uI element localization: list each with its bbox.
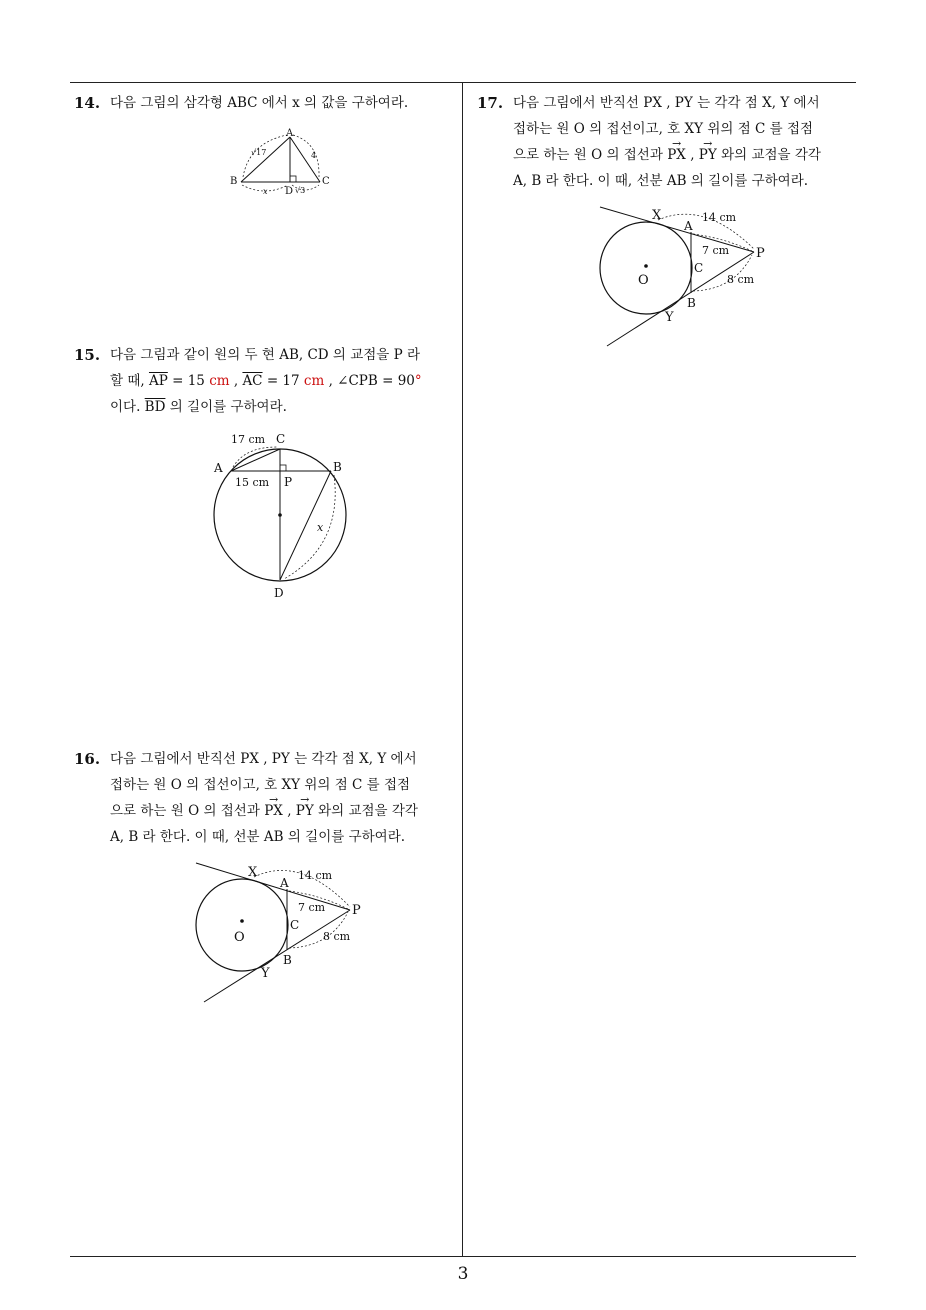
- problem-text-line1: 다음 그림에서 반직선 PX , PY 는 각각 점 X, Y 에서: [110, 751, 417, 767]
- label-a: A: [280, 876, 289, 890]
- label-p: P: [352, 903, 361, 918]
- length-ap: 7 cm: [298, 901, 326, 914]
- tangent-circle-figure: [596, 200, 781, 355]
- length-xp: 14 cm: [298, 869, 333, 882]
- problem-14: [74, 90, 459, 116]
- label-p: P: [756, 246, 765, 261]
- length-ap: 15 cm: [235, 476, 270, 489]
- label-c: C: [322, 176, 330, 187]
- segment-ac: $\overline{AC}$: [242, 373, 263, 389]
- text: 으로 하는 원 O 의 접선과: [110, 803, 260, 819]
- triangle-figure: [225, 125, 335, 195]
- ray-px: → PX: [667, 142, 686, 168]
- text: 으로 하는 원 O 의 접선과: [513, 147, 663, 163]
- problem-text-line2: 접하는 원 O 의 접선이고, 호 XY 위의 점 C 를 접점: [110, 777, 411, 793]
- length-ac: 17 cm: [231, 433, 266, 446]
- label-b: B: [333, 460, 342, 474]
- segment-ap: $\overline{AP}$: [148, 373, 168, 389]
- angle-condition: , ∠CPB = 90: [328, 373, 415, 389]
- problem-text-line3: 으로 하는 원 O 의 접선과 → PX , → PY 와의 교점을 각각: [110, 798, 459, 824]
- length-bp: 8 cm: [323, 930, 351, 943]
- text: 와의 교점을 각각: [313, 803, 418, 819]
- text: 의 길이를 구하여라.: [165, 399, 287, 415]
- label-c: C: [290, 918, 300, 932]
- label-d: D: [285, 186, 294, 195]
- problem-number: 14.: [74, 94, 101, 112]
- problem-number: 16.: [74, 750, 101, 768]
- degree-sign: °: [414, 373, 422, 389]
- length-ab: √17: [251, 148, 267, 157]
- tangent-circle-figure: [190, 855, 375, 1010]
- label-a: A: [684, 219, 693, 233]
- problem-number: 15.: [74, 346, 101, 364]
- label-b: B: [687, 296, 696, 310]
- label-d: D: [274, 586, 284, 600]
- label-c: C: [276, 432, 286, 446]
- circle-chords-figure: [205, 425, 355, 605]
- footer-rule: [70, 1256, 856, 1257]
- label-y: Y: [665, 310, 674, 325]
- ap-value: = 15: [167, 373, 205, 389]
- label-y: Y: [261, 966, 270, 981]
- label-b: B: [230, 176, 238, 187]
- length-x: x: [317, 521, 324, 534]
- label-b: B: [283, 953, 292, 967]
- length-ac: 4: [311, 151, 317, 160]
- length-bd: x: [263, 187, 268, 195]
- label-x: X: [248, 865, 258, 880]
- problem-number: 17.: [477, 94, 504, 112]
- length-ap: 7 cm: [702, 244, 730, 257]
- segment-bd: $\overline{BD}$: [144, 399, 166, 415]
- unit-cm: cm: [209, 373, 230, 389]
- label-p: P: [284, 475, 293, 489]
- unit-cm: cm: [303, 373, 325, 389]
- ray-py: → PY: [296, 798, 314, 824]
- problem-text-line3: 이다. $\overline{BD}$ 의 길이를 구하여라.: [110, 399, 287, 415]
- label-a: A: [286, 128, 294, 139]
- problem-text-line2: 접하는 원 O 의 접선이고, 호 XY 위의 점 C 를 접점: [513, 121, 814, 137]
- problem-16: [74, 746, 459, 850]
- page-number: 3: [457, 1264, 469, 1284]
- column-divider: [462, 82, 463, 1256]
- problem-text-line3: 으로 하는 원 O 의 접선과 → PX , → PY 와의 교점을 각각: [513, 142, 862, 168]
- ray-px: → PX: [264, 798, 283, 824]
- length-xp: 14 cm: [702, 211, 737, 224]
- problem-text-line4: A, B 라 한다. 이 때, 선분 AB 의 길이를 구하여라.: [513, 173, 809, 189]
- length-dc: √3: [295, 186, 306, 195]
- problem-17: [477, 90, 862, 194]
- ray-py: → PY: [699, 142, 717, 168]
- text: 와의 교점을 각각: [716, 147, 821, 163]
- label-x: X: [652, 208, 662, 223]
- header-rule: [70, 82, 856, 83]
- label-c: C: [694, 261, 704, 275]
- problem-text-line2: 할 때, $\overline{AP} = 15$ cm , $\overline{AC} = 17$ cm , ∠CPB = 90°: [110, 373, 422, 389]
- problem-text-line4: A, B 라 한다. 이 때, 선분 AB 의 길이를 구하여라.: [110, 829, 406, 845]
- problem-text-line1: 다음 그림과 같이 원의 두 현 AB, CD 의 교점을 P 라: [110, 347, 421, 363]
- ac-value: = 17: [262, 373, 300, 389]
- label-o: O: [234, 930, 245, 945]
- problem-text-line1: 다음 그림에서 반직선 PX , PY 는 각각 점 X, Y 에서: [513, 95, 820, 111]
- problem-text: 다음 그림의 삼각형 ABC 에서 x 의 값을 구하여라.: [110, 95, 409, 111]
- label-o: O: [638, 273, 649, 288]
- problem-15: [74, 342, 459, 420]
- text: 할 때,: [110, 373, 145, 389]
- length-bp: 8 cm: [727, 273, 755, 286]
- label-a: A: [214, 461, 223, 475]
